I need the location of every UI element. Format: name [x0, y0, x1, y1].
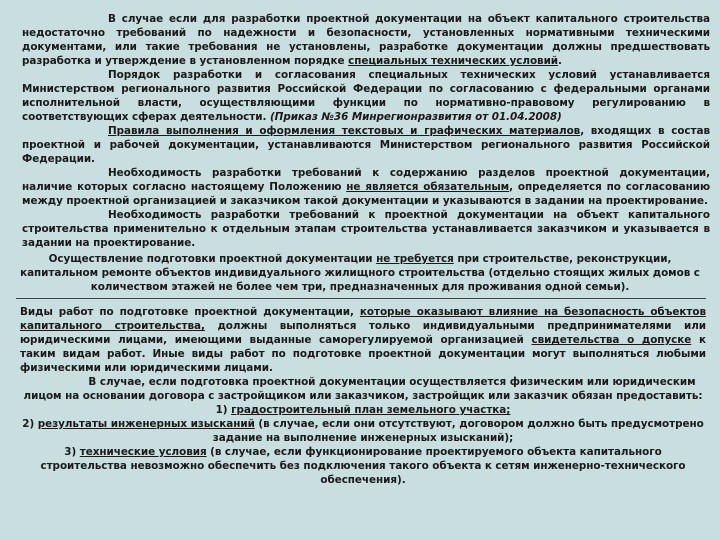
divider-line [16, 298, 706, 299]
list-item-1 [20, 403, 706, 417]
paragraph-not-required [18, 252, 702, 294]
item-number: 2) [22, 418, 38, 430]
text: В случае если для разработки проектной документации на объект капитального строительства недостаточно требований по надежности и безопасности, установленных нормативными техническими документами, или такие требования не установлены, разработке документации должны предшествовать разработка и утверждение в установленном порядке [22, 13, 710, 67]
text: к таким видам работ. Иные виды работ по подготовке проектной документации могут выполняться любыми физическими или юридическими лицами. [20, 334, 707, 374]
text: . [558, 55, 562, 67]
list-item-3 [20, 445, 706, 487]
text: (в случае, если функционирование проектируемого объекта капитального строительства невозможно обеспечить без подключения такого объекта к сетям инженерно-технического обеспечения). [40, 446, 686, 486]
underlined-term: результаты инженерных изысканий [37, 418, 255, 430]
underlined-term: Правила выполнения и оформления текстовых и графических материалов [108, 125, 581, 137]
paragraph-requirements [22, 166, 710, 208]
list-item-2 [20, 417, 706, 445]
underlined-term: которые оказывают влияние на безопасность объектов капитального строительства, [20, 306, 706, 332]
upper-text-block [22, 12, 710, 250]
text: Необходимость разработки требований к содержанию разделов проектной документации, наличие которых согласно настоящему Положению [22, 167, 710, 193]
underlined-term: специальных технических условий [348, 55, 559, 67]
paragraph-work-types [20, 305, 706, 375]
item-number: 3) [64, 446, 80, 458]
text: должны выполняться только индивидуальными предпринимателями или юридическими лицами, имеющими выданные саморегулируемой организацией [20, 320, 706, 346]
order-reference: (Приказ №36 Минрегионразвития от 01.04.2008) [269, 111, 562, 123]
text: , определяется по согласованию между проектной организацией и заказчиком такой документации и указываются в задании на проектирование. [22, 181, 711, 207]
middle-text-block [18, 252, 702, 294]
underlined-term: не требуется [376, 253, 454, 265]
underlined-term: не является обязательным [346, 181, 510, 193]
underlined-term: градостроительный план земельного участка; [231, 404, 511, 416]
paragraph-rules [22, 124, 710, 166]
text: (в случае, если они отсутствуют, договором должно быть предусмотрено задание на выполнение инженерных изысканий); [212, 418, 704, 444]
lower-text-block [20, 305, 706, 487]
text: Виды работ по подготовке проектной документации, [20, 306, 360, 318]
text: при строительстве, реконструкции, капитальном ремонте объектов индивидуального жилищного строительства (отдельно стоящих жилых домов с количеством этажей не более чем три, предназначенных для проживания одной семьи). [20, 253, 700, 293]
underlined-term: технические условия [79, 446, 207, 458]
paragraph-stages [22, 208, 710, 250]
text: Порядок разработки и согласования специальных технических условий устанавливается Министерством регионального развития Российской Федерации по согласованию с федеральными органами исполнительной власти, осуществляющими функции по нормативно-правовому регулированию в соответствующих сферах деятельности. [22, 69, 710, 123]
text: , входящих в состав проектной и рабочей документации, устанавливаются Министерством регионального развития Российской Федерации. [22, 125, 710, 165]
text: Осуществление подготовки проектной документации [48, 253, 377, 265]
paragraph-approval-order [22, 68, 710, 124]
text: Необходимость разработки требований к проектной документации на объект капитального строительства применительно к отдельным этапам строительства устанавливается заказчиком и указывается в задании на проектирование. [22, 209, 710, 249]
underlined-term: свидетельства о допуске [531, 334, 692, 346]
paragraph-special-conditions [22, 12, 710, 68]
paragraph-contract-case [20, 375, 706, 403]
text: В случае, если подготовка проектной документации осуществляется физическим или юридическим лицом на основании договора с застройщиком или заказчиком, застройщик или заказчик обязан предоставить: [23, 376, 703, 402]
item-number: 1) [215, 404, 232, 416]
